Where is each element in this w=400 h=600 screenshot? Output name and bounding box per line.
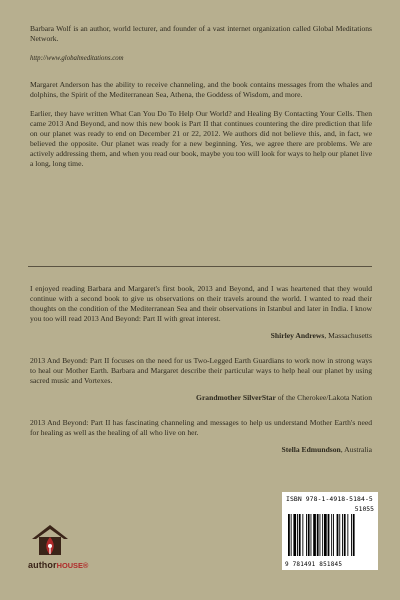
barcode-bar — [299, 514, 301, 556]
isbn-barcode — [282, 492, 378, 570]
book-description-paragraph: Earlier, they have written What Can You Do To Help Our World? and Healing By Contacting Your Cells. Then came 2013 And Beyond, and now this new book is Part II that continues countering the dire prediction that life on our planet was ready to end on December 21 or 22, 2012. We authors did not believe this, and, in fact, we believed the opposite. Our planet was ready for a new beginning. Yes, we agree there are problems. We are actively addressing them, and when you read our book, maybe you too will look for ways to help our planet live a long, long time. — [30, 109, 372, 168]
website-url[interactable]: http://www.globalmeditations.com — [30, 55, 124, 62]
logo-text-house: HOUSE — [56, 561, 83, 570]
barcode-bar — [320, 514, 321, 556]
barcode-bar — [302, 514, 303, 556]
barcode-bar — [311, 514, 312, 556]
bio-paragraph-barbara: Barbara Wolf is an author, world lecturer, and founder of a vast internet organization called Global Meditations Network. — [30, 24, 372, 43]
barcode-bar — [351, 514, 352, 556]
reviewer-name: Shirley Andrews — [270, 331, 325, 340]
barcode-bar — [293, 514, 296, 556]
logo-roof-shape — [32, 525, 68, 539]
barcode-bar — [333, 514, 334, 556]
reviewer-affiliation: , Australia — [340, 445, 372, 454]
reviewer-affiliation: , Massachusetts — [324, 331, 372, 340]
barcode-bar — [288, 514, 290, 556]
logo-nib-slit — [49, 547, 50, 554]
reviewer-affiliation: of the Cherokee/Lakota Nation — [275, 393, 372, 402]
reviewer-name: Stella Edmundson — [281, 445, 341, 454]
barcode-bars-icon — [288, 514, 372, 556]
review-attribution — [30, 445, 372, 454]
isbn-number: ISBN 978-1-4918-5184-5 — [286, 495, 373, 503]
barcode-bar — [342, 514, 343, 556]
review-text: I enjoyed reading Barbara and Margaret's first book, 2013 and Beyond, and I was heartened that they would continue with a second book to give us observations on their travels around the world. I wanted to read their thoughts on the condition of the Mediterranean Sea and their observations in Istanbul and later in India. I know you too will read 2013 And Beyond: Part II with great interest. — [30, 284, 372, 323]
barcode-bar — [317, 514, 319, 556]
barcode-bar — [344, 514, 346, 556]
review-text: 2013 And Beyond: Part II has fascinating channeling and messages to help us understand Mother Earth's need for healing as well as the healing of all who live on her. — [30, 418, 372, 437]
barcode-bar — [324, 514, 327, 556]
ean-number: 9 781491 851845 — [285, 561, 343, 568]
review-attribution — [30, 331, 372, 340]
reviewer-name: Grandmother SilverStar — [196, 393, 276, 402]
logo-trademark-mark: ® — [82, 561, 89, 570]
barcode-bar — [322, 514, 323, 556]
barcode-bar — [313, 514, 316, 556]
bio-paragraph-margaret: Margaret Anderson has the ability to receive channeling, and the book contains messages from the whales and dolphins, the Spirit of the Mediterranean Sea, Athena, the Goddess of Wisdom, and more. — [30, 80, 372, 99]
barcode-bar — [291, 514, 292, 556]
barcode-bar — [353, 514, 355, 556]
review-attribution — [30, 393, 372, 402]
logo-text-author: author — [28, 560, 57, 570]
barcode-bar — [306, 514, 307, 556]
section-divider — [28, 266, 372, 267]
barcode-bar — [297, 514, 298, 556]
reviews-section — [30, 284, 372, 454]
review-text: 2013 And Beyond: Part II focuses on the need for us Two-Legged Earth Guardians to work now in strong ways to heal our Mother Earth. Barbara and Margaret describe their particular ways to help heal our planet by using sacred music and Vortexes. — [30, 356, 372, 385]
barcode-bar — [331, 514, 332, 556]
barcode-bar — [337, 514, 339, 556]
barcode-bar — [308, 514, 310, 556]
price-code: 51055 — [354, 505, 374, 513]
authorhouse-logo-icon — [26, 519, 96, 581]
barcode-bar — [328, 514, 330, 556]
publisher-logo-text — [28, 560, 88, 570]
barcode-bar — [347, 514, 348, 556]
author-bio-section — [30, 24, 372, 169]
barcode-bar — [339, 514, 340, 556]
